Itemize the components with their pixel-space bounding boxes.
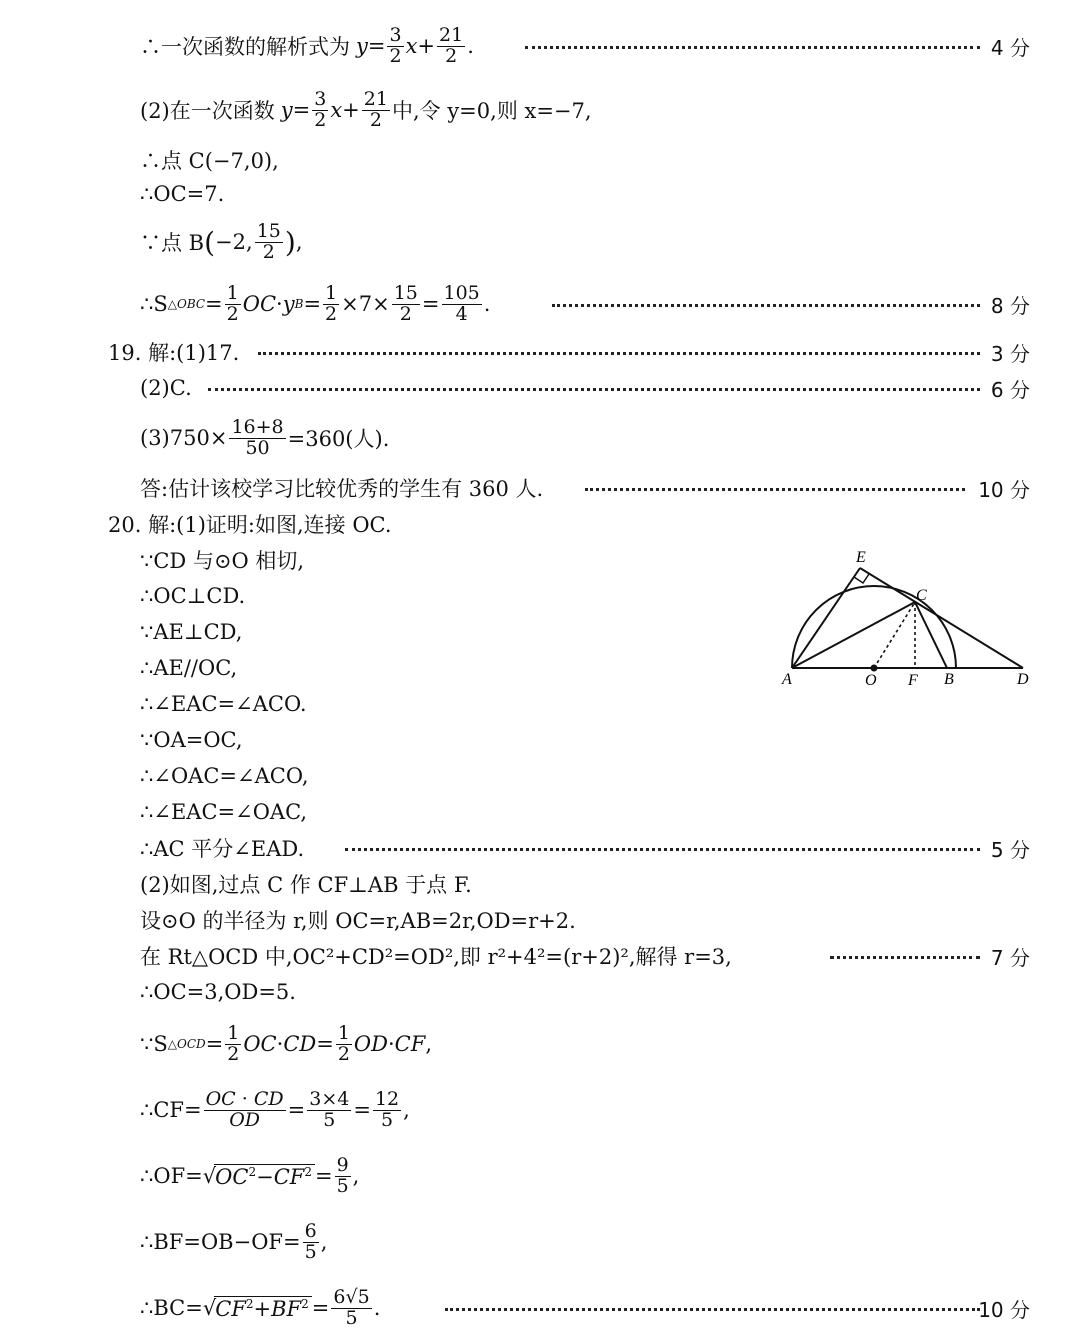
text: 20. 解:(1)证明:如图,连接 OC. (108, 513, 392, 537)
line-q19-1 (0, 332, 1080, 372)
line-q20-13 (0, 936, 1080, 976)
text: ∴OC=7. (140, 182, 225, 206)
text: 在 Rt△OCD 中,OC²+CD²=OD²,即 r²+4²=(r+2)²,解得 r=3, (140, 945, 732, 969)
text: ∴CF= (140, 1098, 202, 1122)
text: ∴一次函数的解析式为 (140, 35, 350, 59)
text: 设⊙O 的半径为 r,则 OC=r,AB=2r,OD=r+2. (140, 909, 576, 933)
line-q20-12 (0, 900, 1080, 940)
right-angle-mark (854, 574, 869, 583)
line-q19-answer (0, 468, 1080, 508)
line-q19-3: (3)750× $\frac{16+8}{50}$ =360(人). (140, 415, 390, 459)
line-q20-11 (0, 864, 1080, 904)
text: ∵S (140, 1032, 168, 1056)
text: (3)750× (140, 426, 228, 450)
label-c: C (916, 587, 927, 604)
text: (2)C. (140, 376, 192, 400)
subscript: △OCD (167, 1037, 206, 1051)
line-point-b: ∵点 B ( −2, $\frac{15}{2}$ ) , (140, 219, 303, 263)
text: ∴∠EAC=∠ACO. (140, 692, 307, 716)
score: 5 分 (990, 837, 1030, 862)
line-q19-2 (0, 368, 1080, 408)
text: 答:估计该校学习比较优秀的学生有 360 人. (140, 477, 544, 501)
text: ∴AE//OC, (140, 656, 238, 680)
label-f: F (908, 672, 918, 689)
score: 8 分 (990, 293, 1030, 318)
score: 7 分 (990, 945, 1030, 970)
text: ∵OA=OC, (140, 728, 243, 752)
text: 中,令 y=0,则 x=−7, (391, 99, 592, 123)
score: 3 分 (990, 341, 1030, 366)
line-q20-17: ∴OF= √ $OC^2-CF^2$ = $\frac{9}{5}$ , (140, 1153, 360, 1197)
text: ∵CD 与⊙O 相切, (140, 549, 305, 573)
line-oc (0, 174, 1080, 214)
text: (2)在一次函数 (140, 99, 275, 123)
label-d: D (1017, 671, 1029, 688)
label-a: A (782, 671, 792, 688)
label-e: E (856, 549, 866, 566)
text: ∴∠EAC=∠OAC, (140, 800, 308, 824)
line-q20-6 (0, 684, 1080, 724)
text: =360(人). (287, 427, 390, 451)
segment-ae (792, 568, 860, 668)
text: ∵AE⊥CD, (140, 620, 243, 644)
score: 4 分 (990, 35, 1030, 60)
text: ∴BF=OB−OF= (140, 1230, 301, 1254)
line-q20-10 (0, 828, 1080, 868)
text: ∴点 C(−7,0), (140, 149, 279, 173)
line-linear-expression: ∴一次函数的解析式为 y= $\frac{3}{2}$ x + $\frac{21}{2}$ . 4 分 (140, 23, 1030, 67)
line-q20-1 (0, 504, 1080, 544)
text: ∴BC= (140, 1296, 203, 1320)
text: ∴OF= (140, 1164, 203, 1188)
center-point-o (871, 665, 878, 672)
line-q20-14 (0, 972, 1080, 1012)
text: (2)如图,过点 C 作 CF⊥AB 于点 F. (140, 873, 472, 897)
text: ∴OC=3,OD=5. (140, 980, 296, 1004)
score: 10 分 (978, 477, 1030, 502)
line-q20-18: ∴BF=OB−OF= $\frac{6}{5}$ , (140, 1219, 328, 1263)
line-part2: (2)在一次函数 y= $\frac{3}{2}$ x + $\frac{21}{2}$ 中,令 y=0,则 x=−7, (140, 87, 592, 131)
line-q20-15: ∵S △OCD = $\frac{1}{2}$ OC · CD = $\frac{1}{2}$ OD · CF , (140, 1021, 432, 1065)
score: 6 分 (990, 377, 1030, 402)
line-q20-19: ∴BC= √ $CF^2+BF^2$ = $\frac{6√5}{5}$ . 10 分 (140, 1285, 1030, 1329)
line-q20-16: ∴CF= $\frac{OC \cdot CD}{OD}$ = $\frac{3\times 4}{5}$ = $\frac{12}{5}$ , (140, 1087, 410, 1131)
geometry-figure (780, 540, 1040, 690)
line-q20-7 (0, 720, 1080, 760)
text: 19. 解:(1)17. (108, 341, 240, 365)
label-b: B (944, 671, 954, 688)
text: ∴OC⊥CD. (140, 584, 246, 608)
line-q20-9 (0, 792, 1080, 832)
line-q20-8 (0, 756, 1080, 796)
text: ∴S (140, 292, 168, 316)
line-area-obc: ∴S △OBC = $\frac{1}{2}$ OC · y B = $\frac{1}{2}$ ×7× $\frac{15}{2}$ = $\frac{105}{4}$ . 8 分 (140, 281, 1030, 325)
label-o: O (865, 672, 877, 689)
text: ∴∠OAC=∠ACO, (140, 764, 309, 788)
segment-ac (792, 602, 915, 668)
subscript: △OBC (167, 297, 206, 311)
score: 10 分 (978, 1297, 1030, 1322)
text: ∵点 B (140, 231, 205, 255)
text: ∴AC 平分∠EAD. (140, 837, 305, 861)
